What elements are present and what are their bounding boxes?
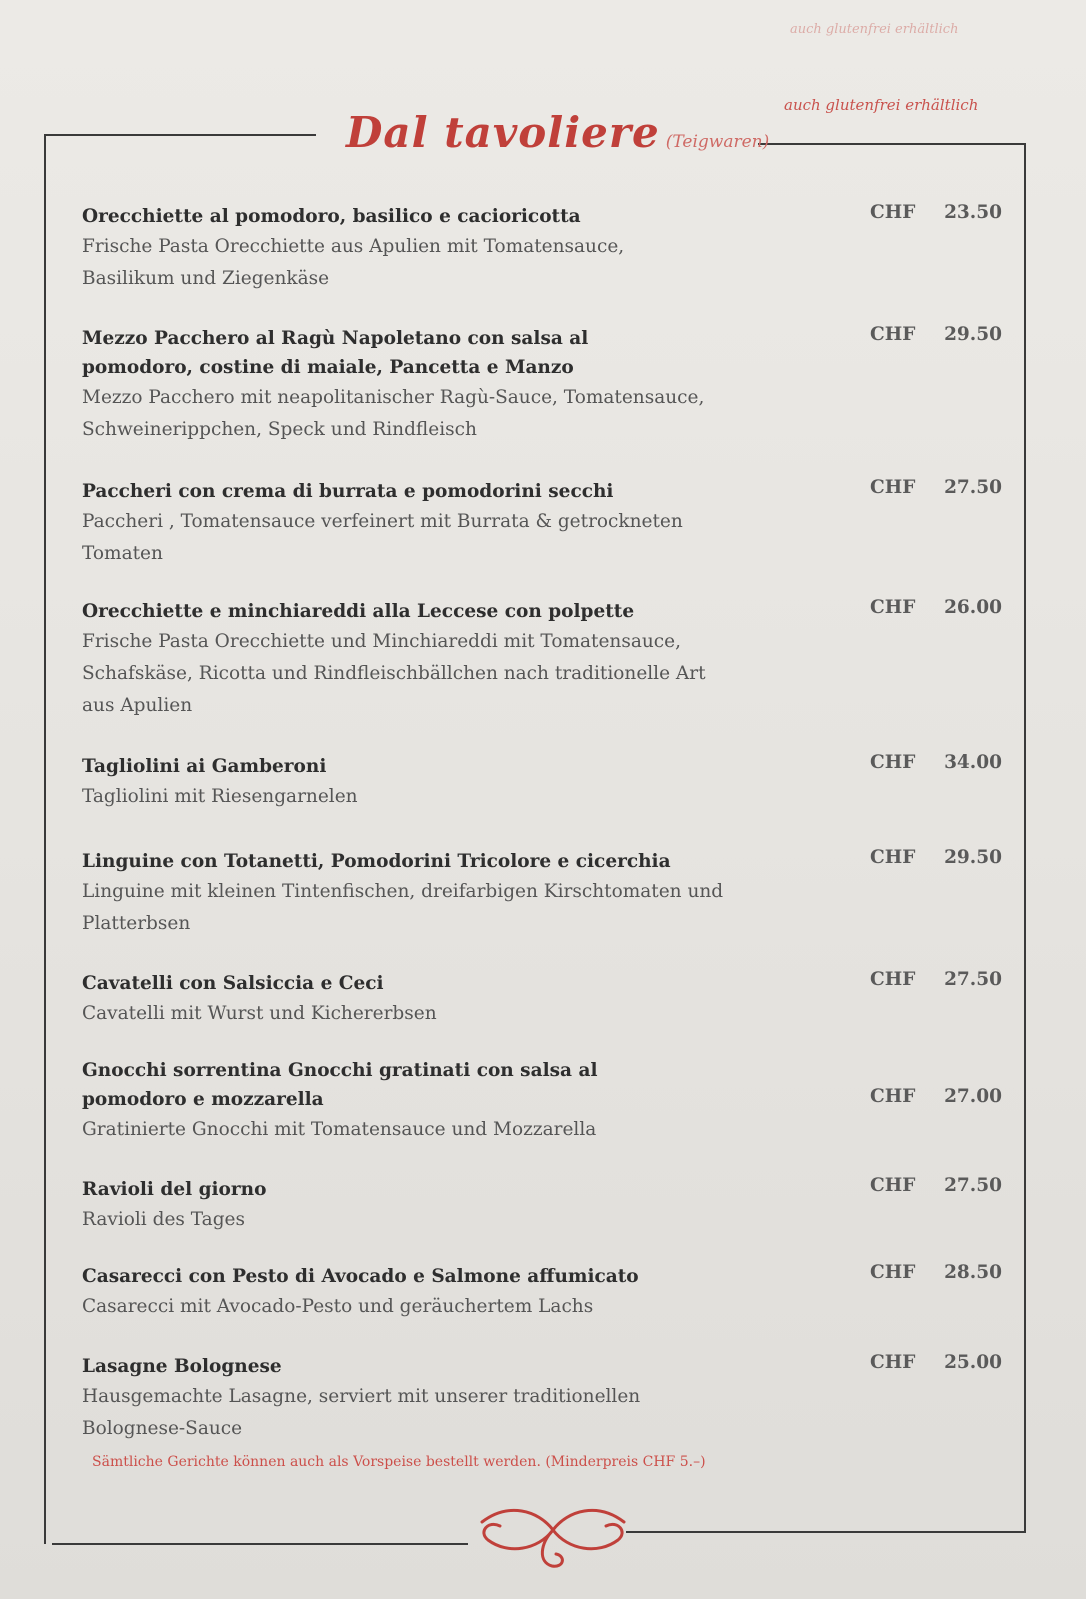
menu-item: [82, 1175, 1002, 1236]
menu-item-name: Linguine con Totanetti, Pomodorini Tricolore e cicerchia: [82, 851, 671, 872]
menu-item-name: Tagliolini ai Gamberoni: [82, 756, 327, 777]
frame-border-top-right: [758, 143, 1026, 145]
menu-item: [82, 597, 1002, 722]
menu-item-name: Ravioli del giorno: [82, 1179, 267, 1200]
menu-item: [82, 477, 1002, 570]
price-value: 29.50: [944, 847, 1002, 868]
price-currency: CHF: [870, 324, 916, 345]
frame-border-right: [1024, 144, 1026, 1532]
menu-item: [82, 752, 1002, 813]
menu-item-price: [870, 477, 1002, 498]
frame-border-left: [44, 134, 46, 1544]
menu-item: [82, 1352, 1002, 1445]
price-value: 29.50: [944, 324, 1002, 345]
price-currency: CHF: [870, 1262, 916, 1283]
menu-item: [82, 1262, 1002, 1323]
menu-item-description: Hausgemachte Lasagne, serviert mit unserer traditionellen Bolognese-Sauce: [82, 1386, 641, 1439]
section-title: [346, 108, 769, 157]
price-value: 28.50: [944, 1262, 1002, 1283]
menu-item-name: Orecchiette al pomodoro, basilico e cacioricotta: [82, 206, 581, 227]
menu-item-price: [870, 202, 1002, 223]
gluten-free-note: auch glutenfrei erhältlich: [784, 96, 979, 114]
menu-item-name: Lasagne Bolognese: [82, 1356, 282, 1377]
menu-item-description: Paccheri , Tomatensauce verfeinert mit Burrata & getrockneten Tomaten: [82, 511, 683, 564]
footnote: Sämtliche Gerichte können auch als Vorspeise bestellt werden. (Minderpreis CHF 5.–): [92, 1454, 706, 1470]
menu-item-description: Gratinierte Gnocchi mit Tomatensauce und Mozzarella: [82, 1119, 597, 1140]
menu-item-description: Frische Pasta Orecchiette aus Apulien mit Tomatensauce, Basilikum und Ziegenkäse: [82, 236, 625, 289]
frame-border-bottom-left: [52, 1543, 468, 1545]
price-currency: CHF: [870, 1352, 916, 1373]
price-value: 27.50: [944, 1175, 1002, 1196]
menu-item-price: [870, 597, 1002, 618]
price-currency: CHF: [870, 1086, 916, 1107]
price-value: 27.00: [944, 1086, 1002, 1107]
menu-item-price: [870, 1262, 1002, 1283]
price-value: 23.50: [944, 202, 1002, 223]
price-value: 34.00: [944, 752, 1002, 773]
menu-item: [82, 1056, 1002, 1146]
price-currency: CHF: [870, 847, 916, 868]
menu-item-name: Mezzo Pacchero al Ragù Napoletano con salsa al pomodoro, costine di maiale, Pancetta e Manzo: [82, 328, 589, 378]
frame-border-top-left: [44, 134, 316, 136]
menu-item-price: [870, 1175, 1002, 1196]
price-value: 26.00: [944, 597, 1002, 618]
faded-gluten-note: auch glutenfrei erhältlich: [790, 22, 959, 37]
price-value: 27.50: [944, 969, 1002, 990]
menu-item: [82, 847, 1002, 940]
frame-border-bottom-right: [626, 1531, 1026, 1533]
menu-item-price: [870, 969, 1002, 990]
menu-item-price: [870, 324, 1002, 345]
price-value: 27.50: [944, 477, 1002, 498]
price-value: 25.00: [944, 1352, 1002, 1373]
price-currency: CHF: [870, 1175, 916, 1196]
menu-item: [82, 324, 1002, 446]
menu-item-name: Orecchiette e minchiareddi alla Leccese con polpette: [82, 601, 635, 622]
price-currency: CHF: [870, 477, 916, 498]
menu-item: [82, 969, 1002, 1030]
menu-item-name: Gnocchi sorrentina Gnocchi gratinati con salsa al pomodoro e mozzarella: [82, 1060, 598, 1110]
price-currency: CHF: [870, 597, 916, 618]
price-currency: CHF: [870, 202, 916, 223]
menu-item-description: Tagliolini mit Riesengarnelen: [82, 786, 358, 807]
menu-item-name: Casarecci con Pesto di Avocado e Salmone affumicato: [82, 1266, 639, 1287]
menu-item-description: Linguine mit kleinen Tintenfischen, dreifarbigen Kirschtomaten und Platterbsen: [82, 881, 724, 934]
menu-item-description: Casarecci mit Avocado-Pesto und geräuchertem Lachs: [82, 1296, 594, 1317]
price-currency: CHF: [870, 969, 916, 990]
menu-item-description: Mezzo Pacchero mit neapolitanischer Ragù-Sauce, Tomatensauce, Schweinerippchen, Speck und Rindfleisch: [82, 387, 705, 440]
section-title-main: Dal tavoliere: [346, 108, 660, 157]
menu-item-price: [870, 1086, 1002, 1107]
menu-item-price: [870, 752, 1002, 773]
menu-item-name: Cavatelli con Salsiccia e Ceci: [82, 973, 384, 994]
menu-item-description: Ravioli des Tages: [82, 1209, 245, 1230]
price-currency: CHF: [870, 752, 916, 773]
menu-item-name: Paccheri con crema di burrata e pomodorini secchi: [82, 481, 614, 502]
menu-item-price: [870, 1352, 1002, 1373]
flourish-ornament-icon: [478, 1500, 628, 1572]
menu-item-description: Frische Pasta Orecchiette und Minchiareddi mit Tomatensauce, Schafskäse, Ricotta und Rindfleischbällchen nach traditionelle Art aus Apulien: [82, 631, 706, 716]
menu-item: [82, 202, 1002, 295]
menu-item-description: Cavatelli mit Wurst und Kichererbsen: [82, 1003, 437, 1024]
menu-item-price: [870, 847, 1002, 868]
section-title-subtitle: (Teigwaren): [665, 132, 770, 152]
